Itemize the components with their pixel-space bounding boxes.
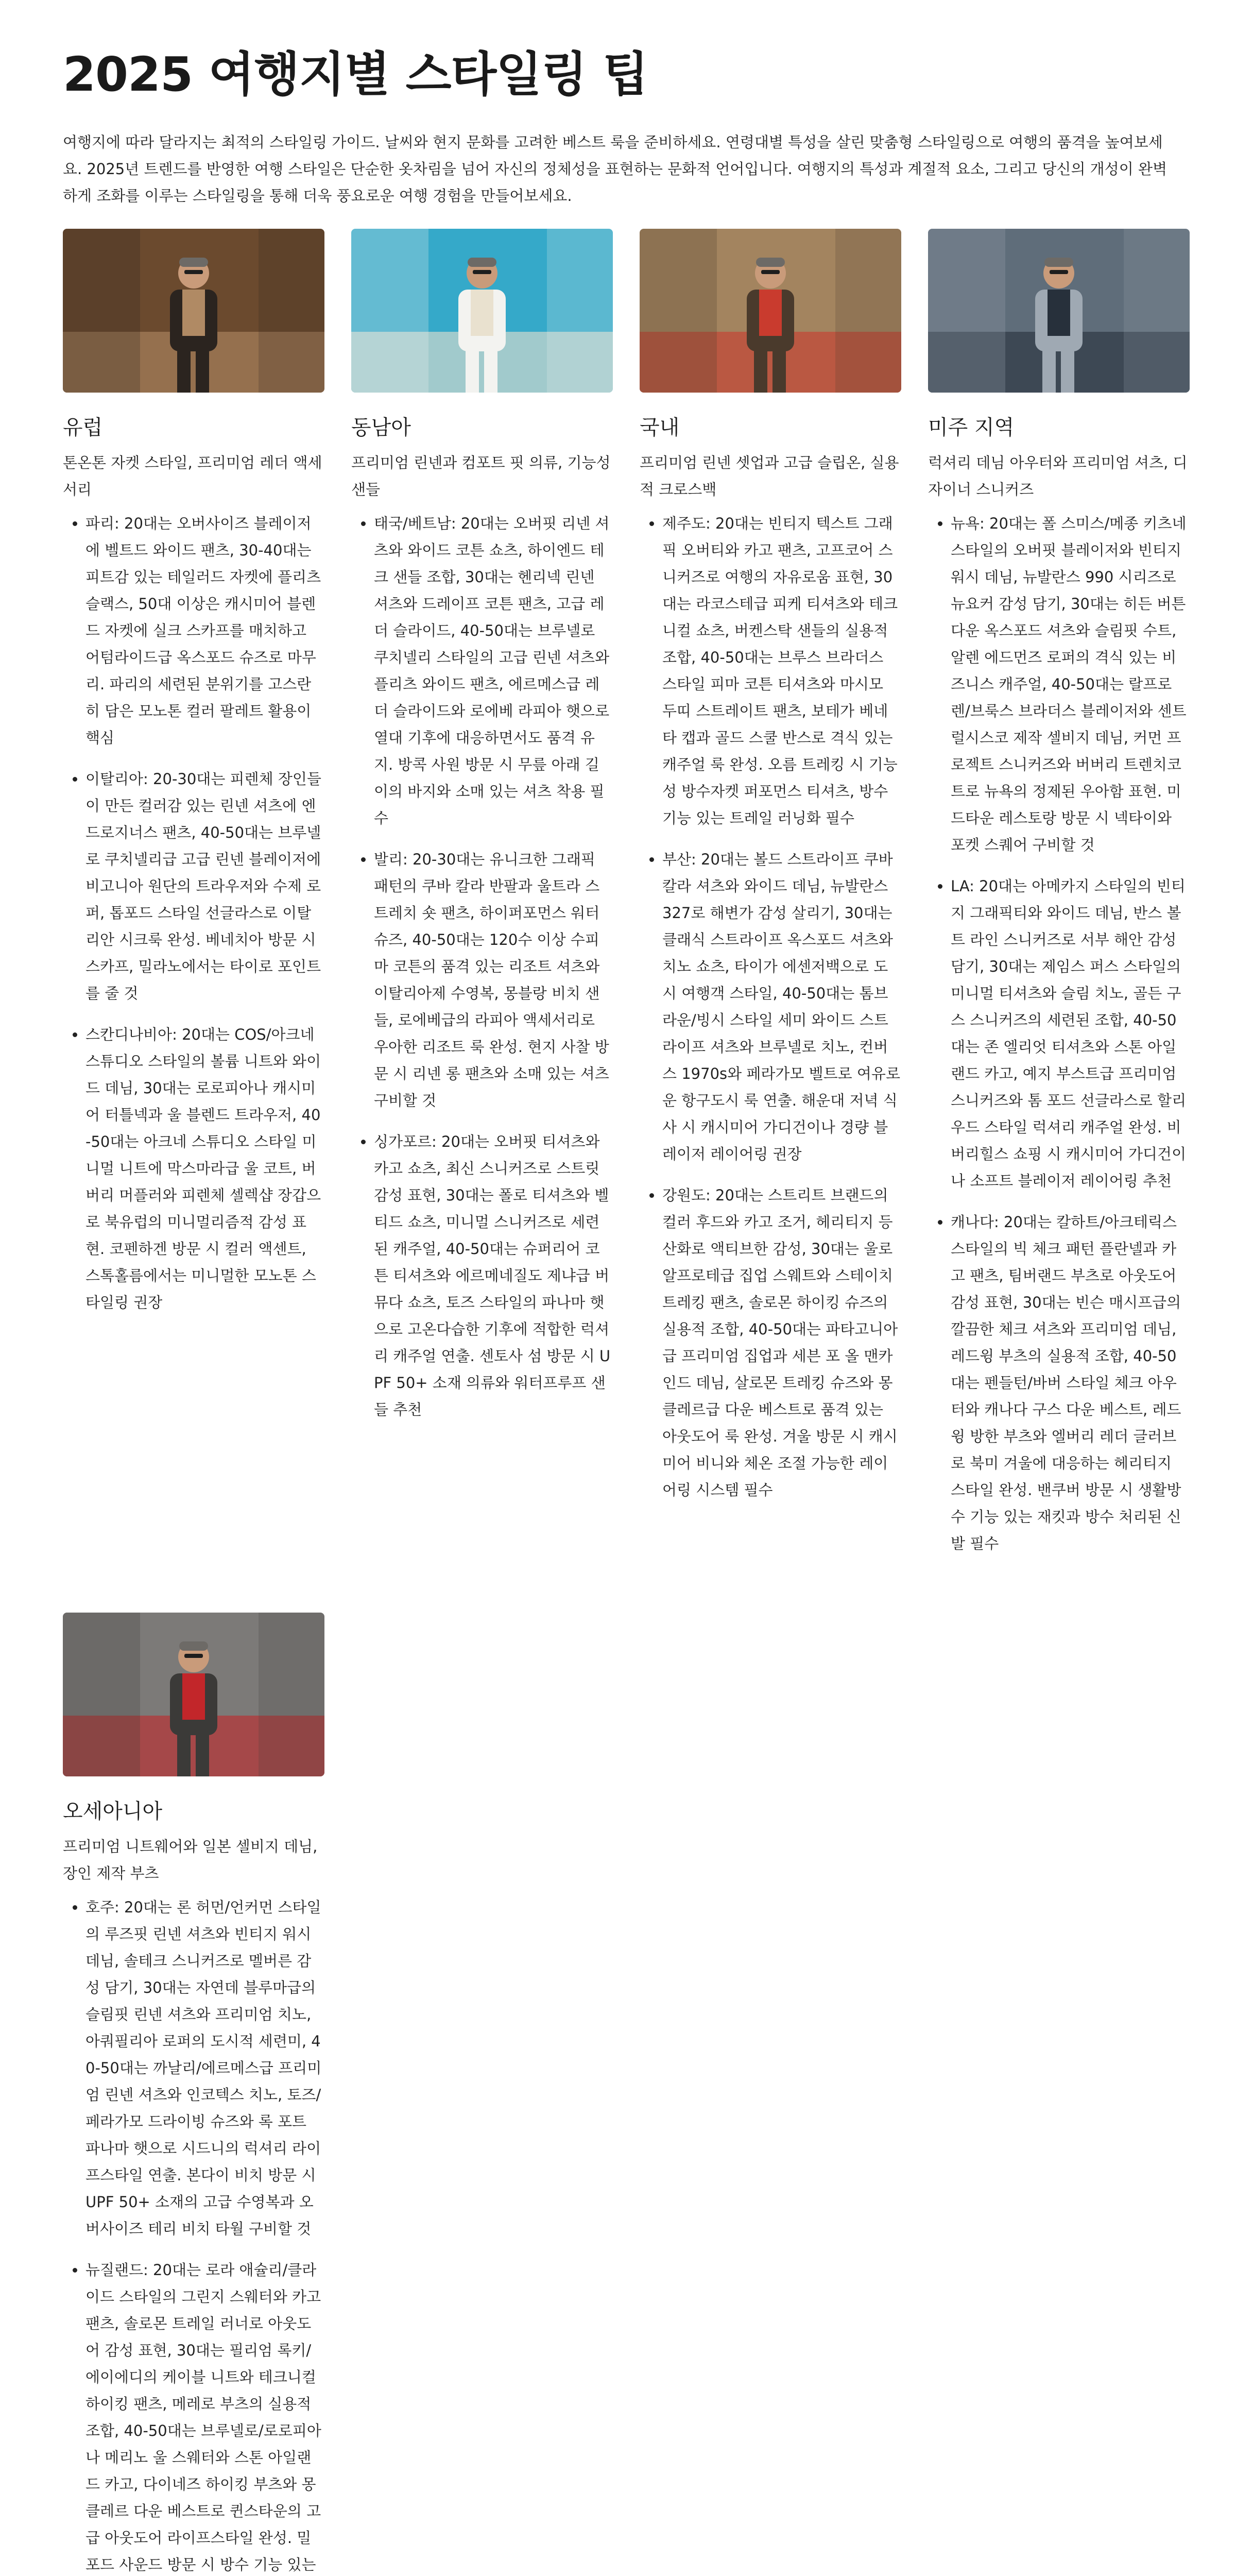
region-photo bbox=[351, 229, 613, 393]
region-subtitle: 프리미엄 린넨과 컴포트 핏 의류, 기능성 샌들 bbox=[351, 454, 611, 499]
region-name: 오세아니아 bbox=[63, 1800, 163, 1824]
list-item: • LA: 20대는 아메카지 스타일의 빈티지 그래픽티와 와이드 데님, 반스 볼트 라인 스니커즈로 서부 해안 감성 담기, 30대는 제임스 퍼스 스타일의 미니멀 티셔츠와 슬림 치노, 골든 구스 스니커즈의 세련된 조합, 40-50대는 존 엘리엇 티셔츠와 스톤 아일랜드 카고, 예지 부스트급 프리미엄 스니커즈와 톰 포드 선글라스로 할리우드 스타일 럭셔리 캐주얼 완성. 비버리힐스 쇼핑 시 캐시미어 가디건이나 소프트 블레이저 레이어링 추천 bbox=[951, 873, 1190, 1194]
region-card bbox=[928, 229, 1190, 1571]
region-name: 미주 지역 bbox=[928, 416, 1015, 440]
region-name: 동남아 bbox=[351, 416, 411, 440]
list-item: • 호주: 20대는 론 허먼/언커먼 스타일의 루즈핏 린넨 셔츠와 빈티지 워시 데님, 솔테크 스니커즈로 멜버른 감성 담기, 30대는 자연데 블루마급의 슬림핏 린넨 셔츠와 프리미엄 치노, 아쿼필리아 로퍼의 도시적 세련미, 40-50대는 까날리/에르메스급 프리미엄 린넨 셔츠와 인코텍스 치노, 토즈/페라가모 드라이빙 슈즈와 록 포트 파나마 햇으로 시드니의 럭셔리 라이프스타일 연출. 본다이 비치 방문 시 UPF 50+ 소재의 고급 수영복과 오버사이즈 테리 비치 타월 구비할 것 bbox=[85, 1894, 324, 2242]
region-subtitle: 프리미엄 린넨 셋업과 고급 슬립온, 실용적 크로스백 bbox=[640, 454, 899, 499]
list-item: • 이탈리아: 20-30대는 피렌체 장인들이 만든 컬러감 있는 린넨 셔츠에 엔드로지너스 팬츠, 40-50대는 브루넬로 쿠치넬리급 고급 린넨 블레이저에 비고니아 원단의 트라우저와 수제 로퍼, 톱포드 스타일 선글라스로 이탈리안 시크룩 완성. 베네치아 방문 시 스카프, 밀라노에서는 타이로 포인트를 줄 것 bbox=[85, 766, 324, 1007]
man-rocky-landscape-photo-icon bbox=[640, 229, 901, 393]
list-item: • 싱가포르: 20대는 오버핏 티셔츠와 카고 쇼츠, 최신 스니커즈로 스트릿 감성 표현, 30대는 폴로 티셔츠와 벨티드 쇼츠, 미니멀 스니커즈로 세련된 캐주얼, 40-50대는 슈퍼리어 코튼 티셔츠와 에르메네질도 제냐급 버뮤다 쇼츠, 토즈 스타일의 파나마 햇으로 고온다습한 기후에 적합한 럭셔리 캐주얼 연출. 센토사 섬 방문 시 UPF 50+ 소재 의류와 워터프루프 샌들 추천 bbox=[374, 1128, 613, 1423]
region-tips-list bbox=[351, 510, 613, 1423]
list-item: • 부산: 20대는 볼드 스트라이프 쿠바 칼라 셔츠와 와이드 데님, 뉴발란스 327로 해변가 감성 살리기, 30대는 클래식 스트라이프 옥스포드 셔츠와 치노 쇼츠, 타이가 에센저백으로 도시 여행객 스타일, 40-50대는 톰브라운/빙시 스타일 세미 와이드 스트라이프 셔츠와 브루넬로 치노, 컨버스 1970s와 페라가모 벨트로 여유로운 항구도시 룩 연출. 해운대 저녁 식사 시 캐시미어 가디건이나 경량 블레이저 레이어링 권장 bbox=[662, 846, 901, 1167]
list-item: • 강원도: 20대는 스트리트 브랜드의 컬러 후드와 카고 조거, 헤리티지 등산화로 액티브한 감성, 30대는 울로 알프로테급 집업 스웨트와 스테이치 트레킹 팬츠, 솔로몬 하이킹 슈즈의 실용적 조합, 40-50대는 파타고니아급 프리미엄 집업과 세븐 포 올 맨카인드 데님, 살로몬 트레킹 슈즈와 몽클레르급 다운 베스트로 품격 있는 아웃도어 룩 완성. 겨울 방문 시 캐시미어 비니와 체온 조절 가능한 레이어링 시스템 필수 bbox=[662, 1182, 901, 1503]
page-title: 2025 여행지별 스타일링 팁 bbox=[63, 47, 648, 102]
region-card bbox=[63, 229, 324, 1330]
region-name: 유럽 bbox=[63, 416, 103, 440]
list-item: • 파리: 20대는 오버사이즈 블레이저에 벨트드 와이드 팬츠, 30-40대는 피트감 있는 테일러드 자켓에 플리츠 슬랙스, 50대 이상은 캐시미어 블렌드 자켓에 실크 스카프를 매치하고 어텀라이드급 옥스포드 슈즈로 마무리. 파리의 세련된 분위기를 고스란히 담은 모노톤 컬러 팔레트 활용이 핵심 bbox=[85, 510, 324, 751]
region-photo bbox=[63, 229, 324, 393]
man-tropical-beach-photo-icon bbox=[351, 229, 613, 393]
region-subtitle: 톤온톤 자켓 스타일, 프리미엄 레더 액세서리 bbox=[63, 454, 322, 499]
man-urban-street-photo-icon bbox=[928, 229, 1190, 393]
list-item: • 뉴질랜드: 20대는 로라 애슐리/클라이드 스타일의 그린지 스웨터와 카고 팬츠, 솔로몬 트레일 러너로 아웃도어 감성 표현, 30대는 필리엄 록키/에이에디의 케이블 니트와 테크니컬 하이킹 팬츠, 메레로 부츠의 실용적 조합, 40-50대는 브루넬로/로로피아나 메리노 울 스웨터와 스톤 아일랜드 카고, 다이네즈 하이킹 부츠와 몽클레르 다운 베스트로 퀸스타운의 고급 아웃도어 라이프스타일 완성. 밀포드 사운드 방문 시 방수 기능 있는 bbox=[85, 2257, 324, 2576]
man-city-street-photo-icon bbox=[63, 229, 324, 393]
region-tips-list bbox=[928, 510, 1190, 1557]
region-grid bbox=[63, 229, 1188, 2576]
list-item: • 발리: 20-30대는 유니크한 그래픽 패턴의 쿠바 칼라 반팔과 울트라 스트레치 숏 팬츠, 하이퍼포먼스 워터 슈즈, 40-50대는 120수 이상 수피마 코튼의 품격 있는 리조트 셔츠와 이탈리아제 수영복, 몽블랑 비치 샌들, 로에베급의 라피아 액세서리로 우아한 리조트 룩 완성. 현지 사찰 방문 시 리넨 롱 팬츠와 소매 있는 셔츠 구비할 것 bbox=[374, 846, 613, 1114]
region-card bbox=[640, 229, 901, 1518]
region-name: 국내 bbox=[640, 416, 680, 440]
region-card bbox=[63, 1613, 324, 2576]
region-card bbox=[351, 229, 613, 1437]
list-item: • 스칸디나비아: 20대는 COS/아크네 스튜디오 스타일의 볼륨 니트와 와이드 데님, 30대는 로로피아나 캐시미어 터틀넥과 울 블렌드 트라우저, 40-50대는 아크네 스튜디오 스타일 미니멀 니트에 막스마라급 울 코트, 버버리 머플러와 피렌체 셀렉샵 장갑으로 북유럽의 미니멀리즘적 감성 표현. 코펜하겐 방문 시 컬러 액센트, 스톡홀름에서는 미니멀한 모노톤 스타일링 권장 bbox=[85, 1021, 324, 1316]
region-photo bbox=[640, 229, 901, 393]
region-tips-list bbox=[63, 1894, 324, 2576]
man-storefront-street-photo-icon bbox=[63, 1613, 324, 1776]
region-photo bbox=[63, 1613, 324, 1776]
region-photo bbox=[928, 229, 1190, 393]
region-subtitle: 럭셔리 데님 아우터와 프리미엄 셔츠, 디자이너 스니커즈 bbox=[928, 454, 1188, 499]
intro-paragraph: 여행지에 따라 달라지는 최적의 스타일링 가이드. 날씨와 현지 문화를 고려한 베스트 룩을 준비하세요. 연령대별 특성을 살린 맞춤형 스타일링으로 여행의 품격을 높여보세요. 2025년 트렌드를 반영한 여행 스타일은 단순한 옷차림을 넘어 자신의 정체성을 표현하는 문화적 언어입니다. 여행지의 특성과 계절적 요소, 그리고 당신의 개성이 완벽하게 조화를 이루는 스타일링을 통해 더욱 풍요로운 여행 경험을 만들어보세요. bbox=[63, 133, 1167, 205]
list-item: • 태국/베트남: 20대는 오버핏 리넨 셔츠와 와이드 코튼 쇼츠, 하이엔드 테크 샌들 조합, 30대는 헨리넥 린넨 셔츠와 드레이프 코튼 팬츠, 고급 레더 슬라이드, 40-50대는 브루넬로 쿠치넬리 스타일의 고급 린넨 셔츠와 플리츠 와이드 팬츠, 에르메스급 레더 슬라이드와 로에베 라피아 햇으로 열대 기후에 대응하면서도 품격 유지. 방콕 사원 방문 시 무릎 아래 길이의 바지와 소매 있는 셔츠 착용 필수 bbox=[374, 510, 613, 832]
list-item: • 제주도: 20대는 빈티지 텍스트 그래픽 오버티와 카고 팬츠, 고프코어 스니커즈로 여행의 자유로움 표현, 30대는 라코스테급 피케 티셔츠와 테크니컬 쇼츠, 버켄스탁 샌들의 실용적 조합, 40-50대는 브루스 브라더스 스타일 피마 코튼 티셔츠와 마시모 두띠 스트레이트 팬츠, 보테가 베네타 캡과 골드 스쿨 반스로 격식 있는 캐주얼 룩 완성. 오름 트레킹 시 기능성 방수자켓 퍼포먼스 티셔츠, 방수 기능 있는 트레일 러닝화 필수 bbox=[662, 510, 901, 832]
list-item: • 캐나다: 20대는 칼하트/아크테릭스 스타일의 빅 체크 패턴 플란넬과 카고 팬츠, 팀버랜드 부츠로 아웃도어 감성 표현, 30대는 빈슨 매시프급의 깔끔한 체크 셔츠와 프리미엄 데님, 레드윙 부츠의 실용적 조합, 40-50대는 펜들턴/바버 스타일 체크 아우터와 캐나다 구스 다운 베스트, 레드윙 방한 부츠와 엘버리 레더 글러브로 북미 겨울에 대응하는 헤리티지 스타일 완성. 밴쿠버 방문 시 생활방수 기능 있는 재킷과 방수 처리된 신발 필수 bbox=[951, 1209, 1190, 1557]
region-tips-list bbox=[640, 510, 901, 1503]
list-item: • 뉴욕: 20대는 폴 스미스/메종 키츠네 스타일의 오버핏 블레이저와 빈티지 워시 데님, 뉴발란스 990 시리즈로 뉴요커 감성 담기, 30대는 히든 버튼다운 옥스포드 셔츠와 슬림핏 수트, 알렌 에드먼즈 로퍼의 격식 있는 비즈니스 캐주얼, 40-50대는 랄프로렌/브룩스 브라더스 블레이저와 센트럴시스코 제작 셀비지 데님, 커먼 프로젝트 스니커즈와 버버리 트렌치코트로 뉴욕의 정제된 우아함 표현. 미드타운 레스토랑 방문 시 넥타이와 포켓 스퀘어 구비할 것 bbox=[951, 510, 1190, 858]
region-subtitle: 프리미엄 니트웨어와 일본 셀비지 데님, 장인 제작 부츠 bbox=[63, 1838, 318, 1883]
region-tips-list bbox=[63, 510, 324, 1316]
